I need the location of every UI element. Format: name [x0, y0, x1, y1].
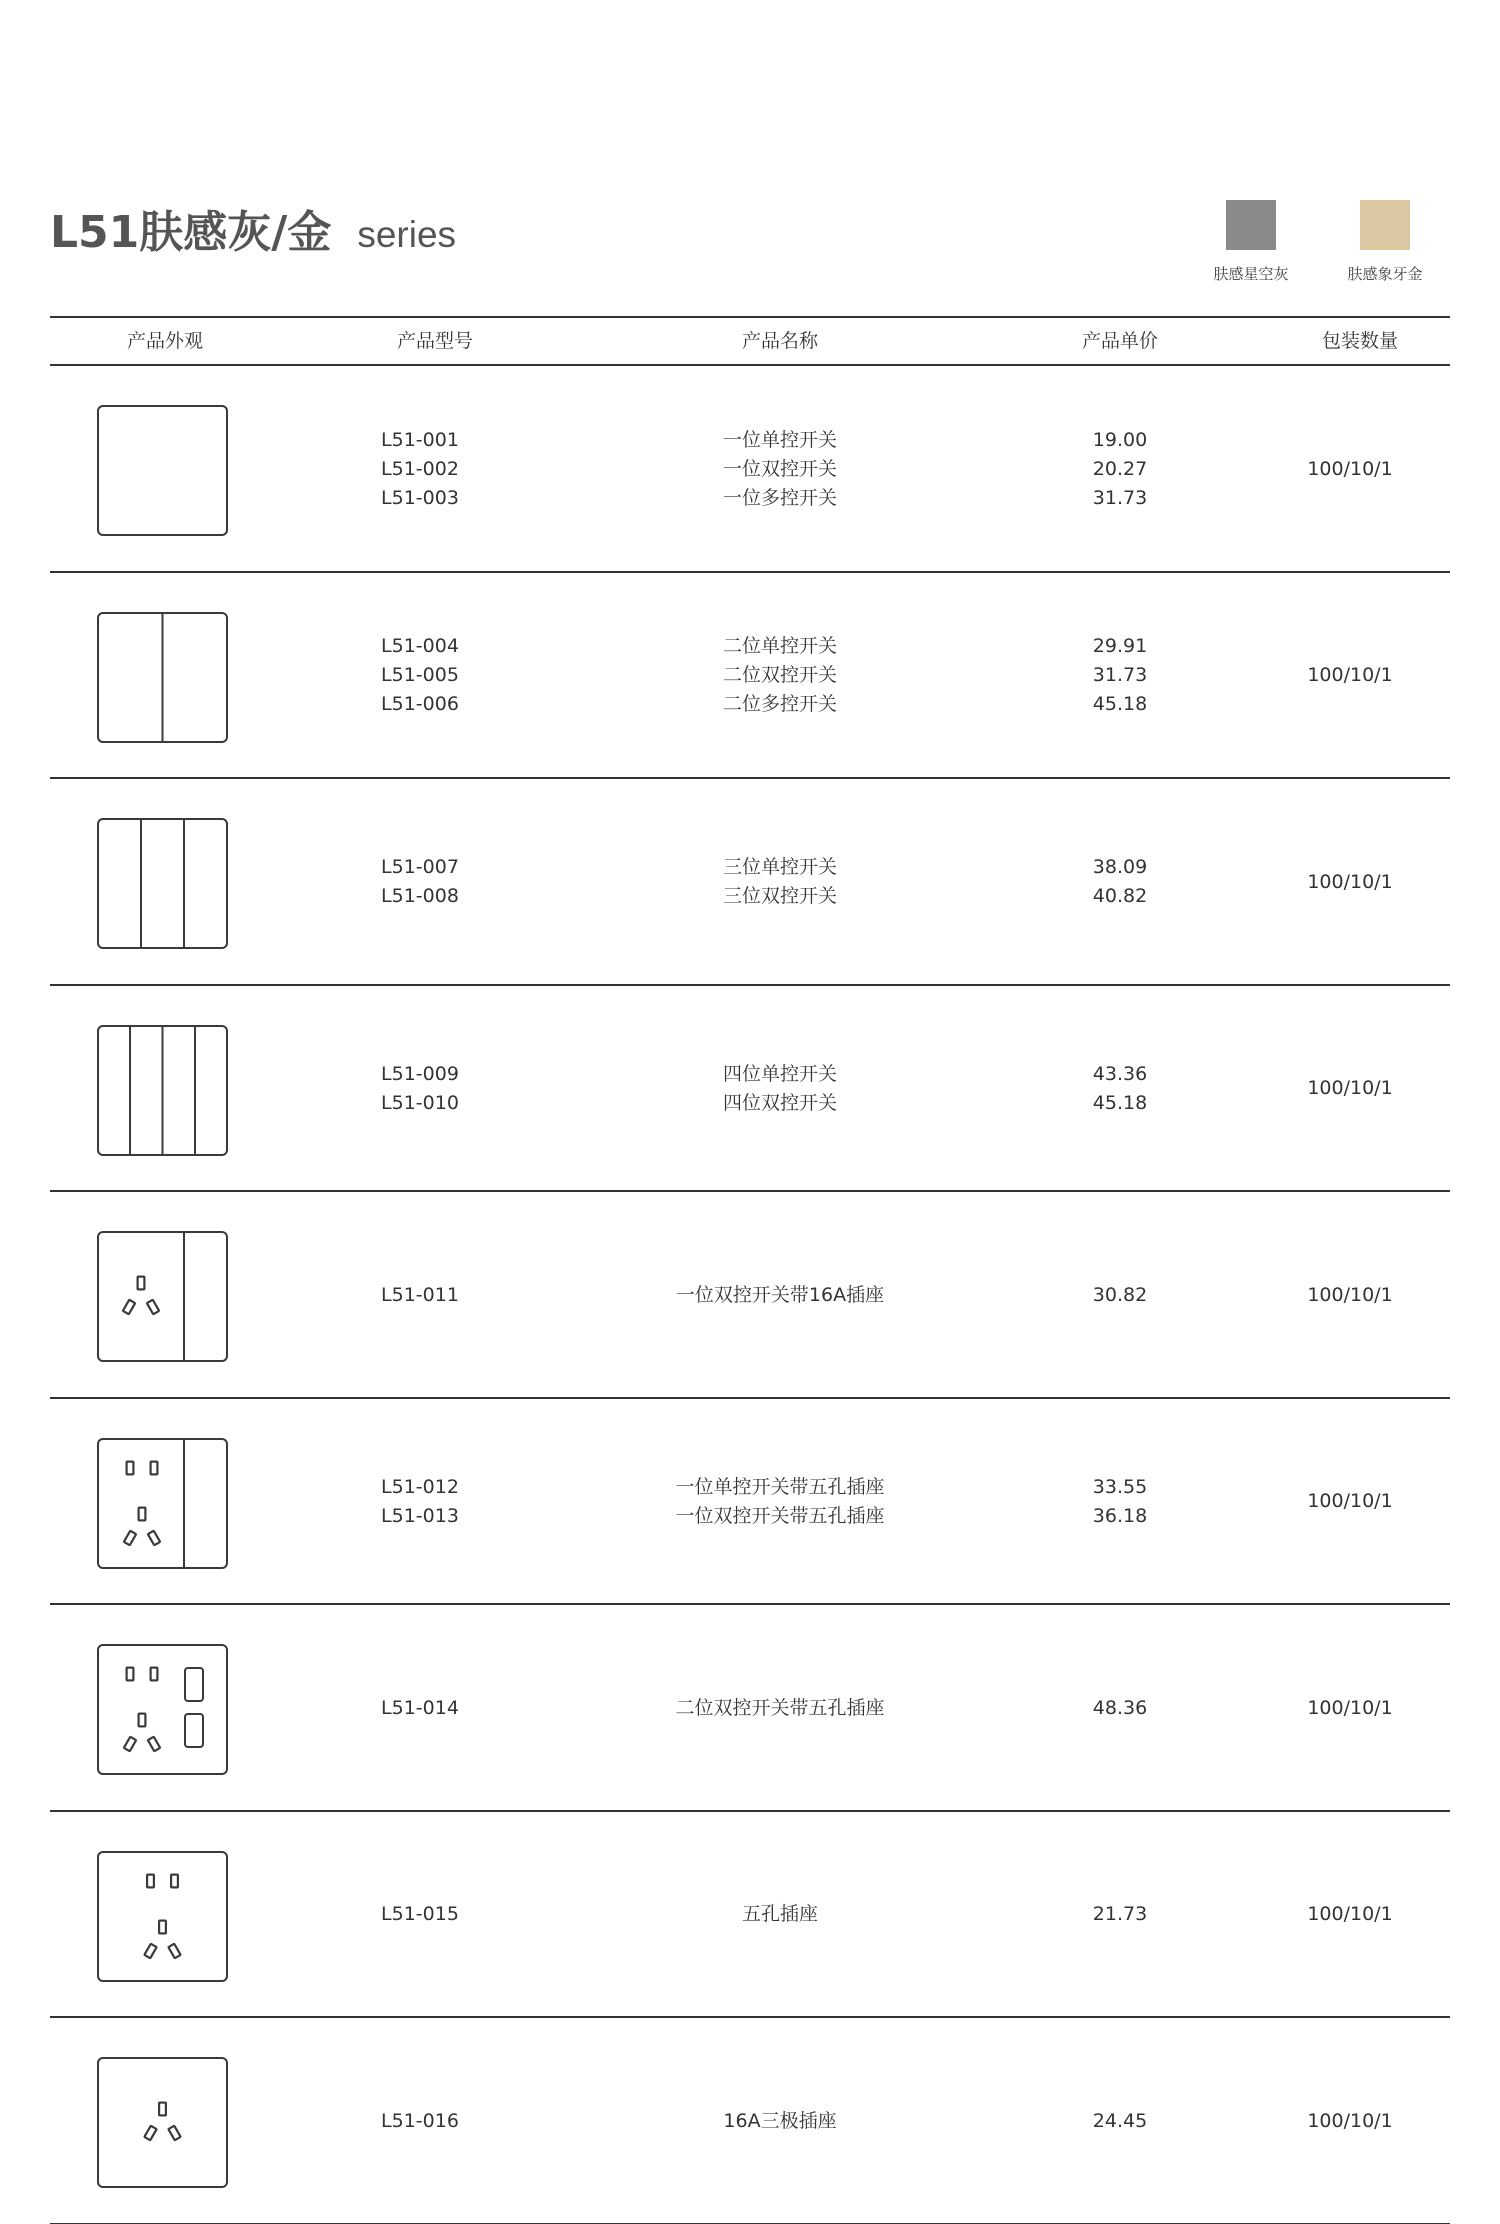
- quad-switch-panel-icon: [97, 1025, 228, 1156]
- product-price: 31.73: [1092, 486, 1148, 509]
- switch-with-16a-socket-icon: [97, 1231, 228, 1362]
- five-hole-socket-icon: [97, 1851, 228, 1982]
- product-name: 四位单控开关: [722, 1062, 837, 1085]
- product-model: L51-009: [381, 1062, 459, 1085]
- product-model-cell: [320, 2018, 520, 2224]
- product-model: L51-016: [381, 2109, 459, 2132]
- packing-quantity: 100/10/1: [1307, 1490, 1393, 1512]
- product-model-cell: [320, 1192, 520, 1398]
- product-name: 五孔插座: [741, 1903, 818, 1925]
- packing-quantity-cell: [1250, 1192, 1450, 1398]
- header-packing: 包装数量: [1321, 330, 1398, 352]
- product-name-cell: [570, 1812, 990, 2018]
- single-switch-panel-icon: [97, 405, 228, 536]
- table-row: [50, 1812, 1450, 2018]
- product-model: L51-015: [381, 1903, 459, 1925]
- product-model: L51-007: [381, 856, 459, 878]
- product-model: L51-012: [381, 1475, 459, 1498]
- packing-quantity: 100/10/1: [1307, 1696, 1393, 1719]
- product-model: L51-003: [381, 486, 459, 509]
- product-name: 二位双控开关带五孔插座: [675, 1696, 885, 1719]
- product-name: 三位单控开关: [722, 856, 837, 878]
- packing-quantity-cell: [1250, 1399, 1450, 1605]
- product-name: 三位双控开关: [722, 885, 837, 907]
- packing-quantity: 100/10/1: [1307, 457, 1393, 480]
- product-price-cell: [1010, 1812, 1230, 2018]
- product-price: 40.82: [1092, 885, 1148, 907]
- product-price: 38.09: [1092, 856, 1148, 878]
- color-swatch-gold: [1340, 200, 1430, 284]
- header-model: 产品型号: [396, 330, 473, 352]
- header-name: 产品名称: [741, 330, 818, 352]
- product-name-cell: [570, 366, 990, 572]
- table-row: [50, 1192, 1450, 1398]
- product-name: 二位多控开关: [722, 693, 837, 715]
- product-price: 48.36: [1092, 1696, 1148, 1719]
- header-appearance: 产品外观: [126, 330, 203, 352]
- packing-quantity: 100/10/1: [1307, 1903, 1393, 1925]
- product-price: 20.27: [1092, 457, 1148, 480]
- product-price-cell: [1010, 366, 1230, 572]
- table-header: [50, 316, 1450, 364]
- product-price: 19.00: [1092, 428, 1148, 451]
- product-price: 29.91: [1092, 635, 1148, 657]
- table-row: [50, 366, 1450, 572]
- product-model: L51-002: [381, 457, 459, 480]
- 16a-three-pin-socket-icon: [97, 2057, 228, 2188]
- product-price-cell: [1010, 779, 1230, 985]
- product-name: 一位双控开关带16A插座: [675, 1283, 885, 1306]
- page-title: [50, 196, 456, 256]
- product-model-cell: [320, 986, 520, 1192]
- product-name-cell: [570, 779, 990, 985]
- gold-swatch-label: 肤感象牙金: [1347, 265, 1423, 283]
- product-price: 31.73: [1092, 664, 1148, 686]
- product-price-cell: [1010, 986, 1230, 1192]
- product-price: 43.36: [1092, 1062, 1148, 1085]
- product-price: 21.73: [1092, 1903, 1148, 1925]
- gray-swatch-box: [1226, 200, 1276, 250]
- product-price-cell: [1010, 1192, 1230, 1398]
- product-name: 16A三极插座: [723, 2109, 837, 2132]
- product-price-cell: [1010, 573, 1230, 779]
- product-name-cell: [570, 1192, 990, 1398]
- table-row: [50, 779, 1450, 985]
- product-model: L51-008: [381, 885, 459, 907]
- product-price: 24.45: [1092, 2109, 1148, 2132]
- series-name: L51肤感灰/金: [50, 207, 332, 258]
- product-name-cell: [570, 1605, 990, 1811]
- product-model-cell: [320, 1399, 520, 1605]
- table-row: [50, 1605, 1450, 1811]
- product-model: L51-013: [381, 1504, 459, 1527]
- product-name-cell: [570, 2018, 990, 2224]
- product-model-cell: [320, 366, 520, 572]
- packing-quantity-cell: [1250, 573, 1450, 779]
- product-price-cell: [1010, 2018, 1230, 2224]
- two-switch-with-five-hole-socket-icon: [97, 1644, 228, 1775]
- product-name-cell: [570, 986, 990, 1192]
- switch-with-five-hole-socket-icon: [97, 1438, 228, 1569]
- table-row: [50, 2018, 1450, 2224]
- color-swatch-gray: [1206, 200, 1296, 284]
- table-row: [50, 986, 1450, 1192]
- product-model: L51-005: [381, 664, 459, 686]
- packing-quantity-cell: [1250, 1605, 1450, 1811]
- product-name: 一位单控开关带五孔插座: [675, 1475, 885, 1498]
- product-price: 33.55: [1092, 1475, 1148, 1498]
- product-name-cell: [570, 1399, 990, 1605]
- gray-swatch-label: 肤感星空灰: [1213, 265, 1289, 283]
- table-row: [50, 573, 1450, 779]
- packing-quantity: 100/10/1: [1307, 870, 1393, 893]
- packing-quantity: 100/10/1: [1307, 664, 1393, 686]
- packing-quantity-cell: [1250, 366, 1450, 572]
- product-name: 一位双控开关带五孔插座: [675, 1504, 885, 1527]
- product-price-cell: [1010, 1399, 1230, 1605]
- product-model: L51-004: [381, 635, 459, 657]
- product-name: 二位双控开关: [722, 664, 837, 686]
- product-name: 二位单控开关: [722, 635, 837, 657]
- product-model: L51-010: [381, 1091, 459, 1114]
- product-model: L51-014: [381, 1696, 459, 1719]
- packing-quantity-cell: [1250, 2018, 1450, 2224]
- packing-quantity: 100/10/1: [1307, 1077, 1393, 1099]
- product-price-cell: [1010, 1605, 1230, 1811]
- packing-quantity-cell: [1250, 986, 1450, 1192]
- product-name: 一位多控开关: [722, 486, 837, 509]
- product-price: 45.18: [1092, 693, 1148, 715]
- triple-switch-panel-icon: [97, 818, 228, 949]
- product-model: L51-011: [381, 1283, 459, 1306]
- packing-quantity-cell: [1250, 1812, 1450, 2018]
- product-name: 四位双控开关: [722, 1091, 837, 1114]
- product-price: 45.18: [1092, 1091, 1148, 1114]
- product-name: 一位单控开关: [722, 428, 837, 451]
- packing-quantity: 100/10/1: [1307, 2109, 1393, 2132]
- product-model-cell: [320, 779, 520, 985]
- double-switch-panel-icon: [97, 612, 228, 743]
- product-model-cell: [320, 1812, 520, 2018]
- product-model-cell: [320, 1605, 520, 1811]
- table-row: [50, 1399, 1450, 1605]
- header-price: 产品单价: [1081, 330, 1158, 352]
- packing-quantity: 100/10/1: [1307, 1283, 1393, 1306]
- product-model-cell: [320, 573, 520, 779]
- gold-swatch-box: [1360, 200, 1410, 250]
- series-label: series: [357, 214, 457, 255]
- product-name-cell: [570, 573, 990, 779]
- product-model: L51-001: [381, 428, 459, 451]
- product-model: L51-006: [381, 693, 459, 715]
- product-name: 一位双控开关: [722, 457, 837, 480]
- product-price: 36.18: [1092, 1504, 1148, 1527]
- packing-quantity-cell: [1250, 779, 1450, 985]
- product-price: 30.82: [1092, 1283, 1148, 1306]
